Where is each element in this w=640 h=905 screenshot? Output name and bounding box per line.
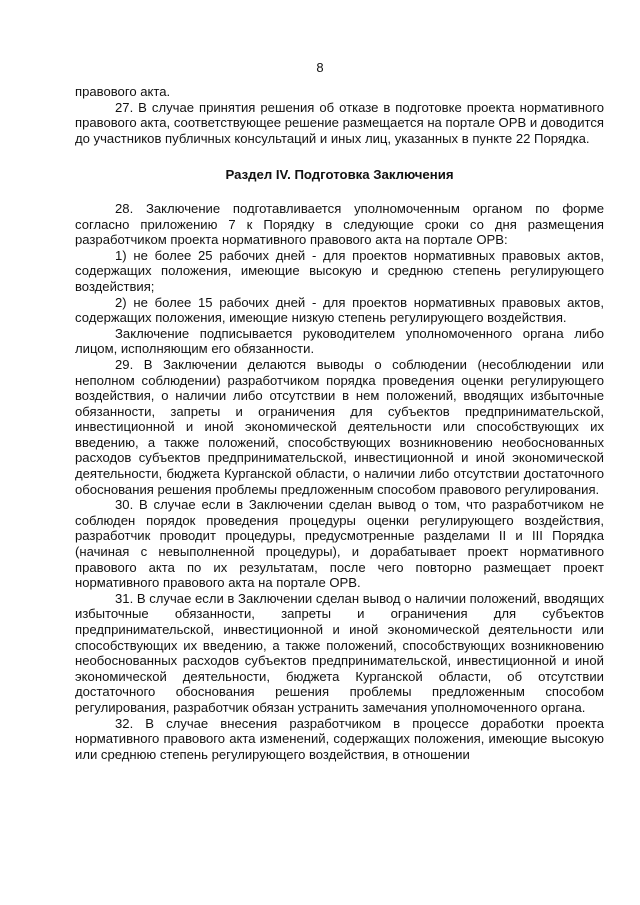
paragraph-28: 28. Заключение подготавливается уполномоченным органом по форме согласно приложению 7 к Порядку в следующие сроки со дня размещения разработчиком проекта нормативного правового акта на портале ОРВ: — [75, 200, 604, 248]
paragraph-29: 29. В Заключении делаются выводы о соблюдении (несоблюдении или неполном соблюдении) разработчиком порядка проведения оценки регулирующего воздействия, о наличии либо отсутствии в нем положений, вводящих избыточные обязанности, запреты и ограничения для субъектов предпринимательской, инвестиционной и иной экономической деятельности или способствующих их введению, а также положений, способствующих возникновению необоснованных расходов субъектов предпринимательской, инвестиционной и иной экономической деятельности, бюджета Курганской области, о наличии либо отсутствии достаточного обоснования решения проблемы предложенным способом правового регулирования. — [75, 356, 604, 497]
paragraph-32: 32. В случае внесения разработчиком в процессе доработки проекта нормативного правового акта изменений, содержащих положения, имеющие высокую или среднюю степень регулирующего воздействия, в отношении — [75, 715, 604, 762]
paragraph-31: 31. В случае если в Заключении сделан вывод о наличии положений, вводящих избыточные обязанности, запреты и ограничения для субъектов предпринимательской, инвестиционной и иной экономической деятельности или способствующих их введению, а также положений, способствующих возникновению необоснованных расходов субъектов предпринимательской, инвестиционной и иной экономической деятельности, бюджета Курганской области, об отсутствии достаточного обоснования решения проблемы предложенным способом регулирования, разработчик обязан устранить замечания уполномоченного органа. — [75, 590, 604, 715]
document-body — [75, 84, 604, 762]
paragraph-28-item-1: 1) не более 25 рабочих дней - для проектов нормативных правовых актов, содержащих положения, имеющие высокую и среднюю степень регулирующего воздействия; — [75, 247, 604, 294]
section-title: Раздел IV. Подготовка Заключения — [225, 167, 454, 183]
paragraph-27: 27. В случае принятия решения об отказе в подготовке проекта нормативного правового акта, соответствующее решение размещается на портале ОРВ и доводится до участников публичных консультаций и иных лиц, указанных в пункте 22 Порядка. — [75, 99, 604, 146]
paragraph-28-signature: Заключение подписывается руководителем уполномоченного органа либо лицом, исполняющим его обязанности. — [75, 325, 604, 357]
page-number: 8 — [316, 60, 324, 75]
paragraph-continuation: правового акта. — [75, 84, 171, 99]
paragraph-30: 30. В случае если в Заключении сделан вывод о том, что разработчиком не соблюден порядок проведения процедуры оценки регулирующего воздействия, разработчик проводит процедуры, предусмотренные разделами II и III Порядка (начиная с невыполненной процедуры), и дорабатывает проект нормативного правового акта по их результатам, после чего повторно размещает проект нормативного правового акта на портале ОРВ. — [75, 497, 604, 591]
paragraph-28-item-2: 2) не более 15 рабочих дней - для проектов нормативных правовых актов, содержащих положения, имеющие низкую степень регулирующего воздействия. — [75, 294, 604, 326]
